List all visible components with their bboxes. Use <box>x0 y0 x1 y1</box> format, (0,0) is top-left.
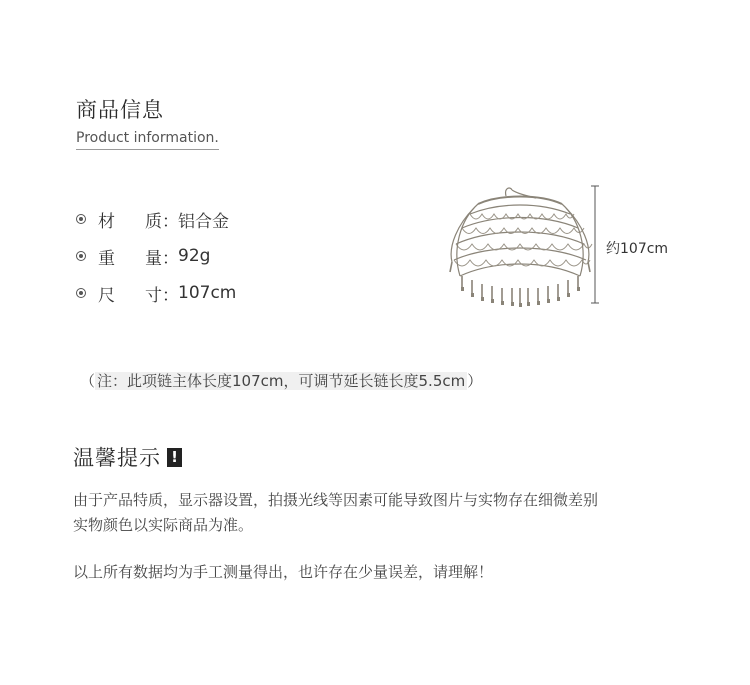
note-text: 注：此项链主体长度107cm，可调节延长链长度5.5cm <box>97 372 466 390</box>
bullet-icon <box>76 288 86 298</box>
warning-paragraph-1: 由于产品特质，显示器设置，拍摄光线等因素可能导致图片与实物存在细微差别 实物颜色以实际商品为准。 <box>73 491 599 534</box>
warning-paragraph-2: 以上所有数据均为手工测量得出，也许存在少量误差，请理解！ <box>73 563 494 581</box>
note-close-paren: ） <box>467 372 483 390</box>
spec-value: 铝合金 <box>178 211 229 232</box>
necklace-illustration-icon <box>440 180 600 310</box>
note-line <box>80 370 482 391</box>
spec-colon: ： <box>162 285 179 306</box>
spec-value: 92g <box>178 246 211 266</box>
note-open-paren: （ <box>80 372 96 390</box>
warning-title: 温馨提示 ! <box>73 442 182 472</box>
spec-label: 尺 寸 <box>98 285 162 306</box>
spec-label: 材 质 <box>98 211 162 232</box>
spec-row-material <box>76 207 229 231</box>
spec-colon: ： <box>162 211 179 232</box>
bullet-icon <box>76 251 86 261</box>
spec-label: 重 量 <box>98 248 162 269</box>
exclamation-icon: ! <box>167 448 182 467</box>
bullet-icon <box>76 214 86 224</box>
spec-row-size <box>76 281 236 305</box>
dimension-label: 约107cm <box>606 241 669 257</box>
page-subtitle: Product information. <box>76 130 219 150</box>
spec-row-weight <box>76 244 210 268</box>
spec-value: 107cm <box>178 283 237 303</box>
page-title: 商品信息 <box>76 98 164 122</box>
spec-colon: ： <box>162 248 179 269</box>
dimension-line-icon <box>588 184 602 306</box>
